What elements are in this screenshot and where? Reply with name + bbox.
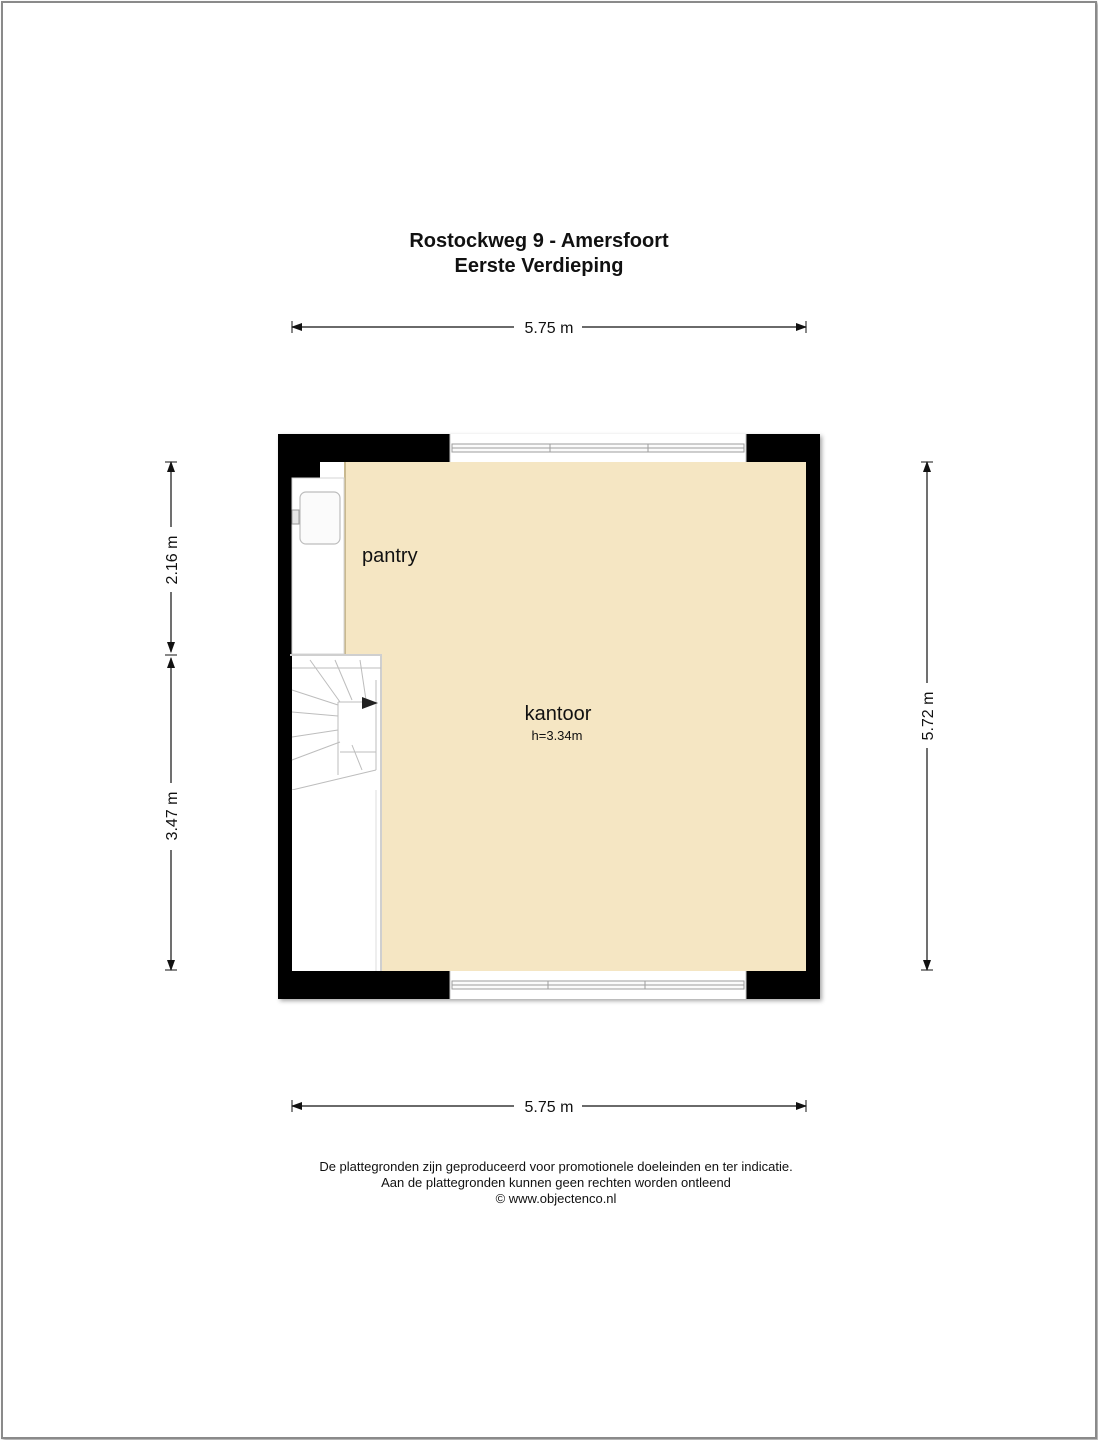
dimension-right-label: 5.72 m [920, 691, 937, 741]
window-bottom [450, 971, 746, 999]
copyright-line: © www.objectenco.nl [495, 1191, 617, 1206]
dimension-top [291, 320, 807, 337]
dimension-left-upper-label: 2.16 m [164, 535, 181, 585]
disclaimer-line-1: De plattegronden zijn geproduceerd voor promotionele doeleinden en ter indicatie. [319, 1159, 793, 1174]
window-top [450, 434, 746, 462]
room-height-kantoor: h=3.34m [531, 728, 583, 743]
floor-title: Eerste Verdieping [454, 255, 624, 277]
disclaimer-line-2: Aan de plattegronden kunnen geen rechten worden ontleend [381, 1175, 731, 1190]
room-label-pantry: pantry [362, 545, 418, 567]
room-label-kantoor: kantoor [524, 703, 592, 725]
dimension-bottom-label: 5.75 m [524, 1099, 574, 1116]
dimension-left-upper [164, 461, 181, 653]
dimension-bottom [291, 1099, 807, 1116]
dimension-left-lower [164, 655, 181, 971]
dimension-top-label: 5.75 m [524, 320, 574, 337]
dimension-left-lower-label: 3.47 m [164, 791, 181, 841]
address-title: Rostockweg 9 - Amersfoort [409, 230, 669, 252]
kitchen-sink [292, 478, 344, 654]
staircase [290, 655, 381, 971]
dimension-right [920, 461, 937, 971]
